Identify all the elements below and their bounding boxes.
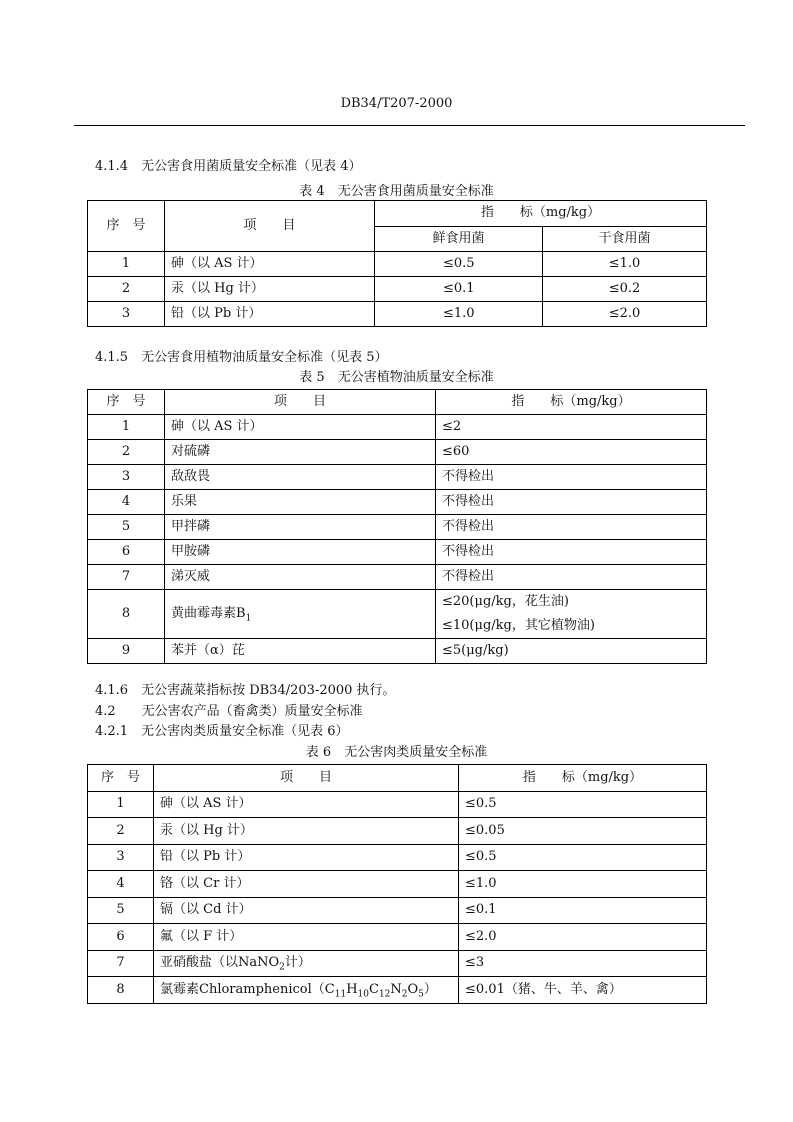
table-row (88, 252, 707, 277)
formula-element: H (346, 981, 358, 997)
row-item: 甲胺磷 (165, 540, 436, 565)
row-dry-value: ≤1.0 (543, 252, 707, 277)
col-index-header: 指 标（mg/kg） (375, 201, 707, 227)
row-no: 4 (88, 871, 154, 898)
row-value: ≤5(μg/kg) (436, 639, 707, 664)
row-no: 3 (88, 845, 154, 871)
row-value (436, 590, 707, 639)
row-value: 不得检出 (436, 465, 707, 490)
row-item: 砷（以 AS 计） (165, 252, 375, 277)
table-row (88, 302, 707, 327)
table-row (88, 540, 707, 565)
formula-element: C (368, 981, 379, 997)
row-item: 氟（以 F 计） (154, 924, 459, 951)
row-item-text-end: ） (423, 981, 437, 997)
row-value: ≤3 (459, 951, 707, 977)
row-no: 6 (88, 924, 154, 951)
table-row (88, 818, 707, 845)
table-4 (87, 200, 707, 327)
row-item: 铅（以 Pb 计） (154, 845, 459, 871)
formula-subscript: 11 (334, 989, 347, 1000)
row-no: 2 (88, 277, 165, 302)
table-row (88, 898, 707, 924)
table-row (88, 490, 707, 515)
row-dry-value: ≤0.2 (543, 277, 707, 302)
section-4-2-1-heading: 4.2.1 无公害肉类质量安全标准（见表 6） (95, 724, 349, 739)
row-item: 砷（以 AS 计） (165, 415, 436, 440)
table-4-caption: 表 4 无公害食用菌质量安全标准 (299, 184, 494, 199)
col-item-header: 项 目 (165, 201, 375, 252)
row-value: ≤60 (436, 440, 707, 465)
col-item-header: 项 目 (165, 390, 436, 415)
col-index-header: 指 标（mg/kg） (436, 390, 707, 415)
row-item: 铅（以 Pb 计） (165, 302, 375, 327)
table-row (88, 871, 707, 898)
row-item (165, 590, 436, 639)
row-item-text: 黄曲霉毒素B (171, 605, 246, 621)
row-value-line-2: ≤10(μg/kg，其它植物油) (442, 618, 595, 633)
row-fresh-value: ≤1.0 (375, 302, 543, 327)
row-value: ≤2.0 (459, 924, 707, 951)
row-item: 对硫磷 (165, 440, 436, 465)
row-item: 甲拌磷 (165, 515, 436, 540)
header-divider (74, 125, 745, 126)
formula-element: N (390, 981, 402, 997)
row-no: 7 (88, 565, 165, 590)
row-item: 镉（以 Cd 计） (154, 898, 459, 924)
document-code: DB34/T207-2000 (340, 96, 453, 111)
col-index-header: 指 标（mg/kg） (459, 765, 707, 792)
row-fresh-value: ≤0.5 (375, 252, 543, 277)
row-value: ≤1.0 (459, 871, 707, 898)
row-item: 乐果 (165, 490, 436, 515)
section-4-1-5-heading: 4.1.5 无公害食用植物油质量安全标准（见表 5） (95, 350, 388, 365)
col-no-header: 序 号 (88, 765, 154, 792)
table-row (88, 590, 707, 639)
row-item (154, 977, 459, 1004)
col-no-header: 序 号 (88, 390, 165, 415)
row-no: 2 (88, 440, 165, 465)
row-item: 铬（以 Cr 计） (154, 871, 459, 898)
row-item: 砷（以 AS 计） (154, 792, 459, 818)
row-item: 汞（以 Hg 计） (154, 818, 459, 845)
row-item (154, 951, 459, 977)
section-4-1-4-heading: 4.1.4 无公害食用菌质量安全标准（见表 4） (95, 159, 362, 174)
row-no: 6 (88, 540, 165, 565)
row-no: 8 (88, 977, 154, 1004)
row-value-line-1: ≤20(μg/kg，花生油) (442, 594, 569, 609)
row-item: 敌敌畏 (165, 465, 436, 490)
table-6 (87, 764, 707, 1004)
table-row (88, 951, 707, 977)
row-value: ≤0.5 (459, 845, 707, 871)
row-item: 汞（以 Hg 计） (165, 277, 375, 302)
formula-subscript: 10 (357, 989, 369, 1000)
row-item-text: 亚硝酸盐（以NaNO (160, 955, 280, 971)
row-no: 1 (88, 415, 165, 440)
paragraph-4-1-6: 4.1.6 无公害蔬菜指标按 DB34/203-2000 执行。 (95, 683, 396, 698)
col-no-header: 序 号 (88, 201, 165, 252)
col-dry-header: 干食用菌 (543, 227, 707, 252)
row-no: 5 (88, 515, 165, 540)
table-row (88, 565, 707, 590)
table-row (88, 792, 707, 818)
row-value: ≤0.05 (459, 818, 707, 845)
row-value: 不得检出 (436, 540, 707, 565)
col-item-header: 项 目 (154, 765, 459, 792)
row-item-text: 氯霉素Chloramphenicol（C (160, 981, 335, 997)
row-item: 涕灭威 (165, 565, 436, 590)
row-no: 7 (88, 951, 154, 977)
row-no: 8 (88, 590, 165, 639)
table-row (88, 924, 707, 951)
row-item-subscript: 1 (245, 613, 252, 624)
table-row (88, 515, 707, 540)
row-value: ≤0.1 (459, 898, 707, 924)
row-no: 9 (88, 639, 165, 664)
row-fresh-value: ≤0.1 (375, 277, 543, 302)
formula-subscript: 2 (401, 989, 408, 1000)
table-row (88, 845, 707, 871)
row-dry-value: ≤2.0 (543, 302, 707, 327)
row-no: 2 (88, 818, 154, 845)
paragraph-4-2: 4.2 无公害农产品（畜禽类）质量安全标准 (95, 704, 363, 719)
table-row (88, 977, 707, 1004)
row-no: 5 (88, 898, 154, 924)
table-row (88, 415, 707, 440)
row-item: 苯并（α）芘 (165, 639, 436, 664)
table-row (88, 639, 707, 664)
formula-subscript: 12 (378, 989, 391, 1000)
table-6-caption: 表 6 无公害肉类质量安全标准 (305, 745, 488, 760)
row-value: ≤0.01（猪、牛、羊、禽） (459, 977, 707, 1004)
row-no: 3 (88, 302, 165, 327)
table-5 (87, 389, 707, 664)
table-row (88, 440, 707, 465)
row-value: 不得检出 (436, 515, 707, 540)
table-row (88, 465, 707, 490)
table-5-caption: 表 5 无公害植物油质量安全标准 (299, 370, 494, 385)
row-item-text-end: 计） (284, 955, 311, 971)
formula-element: O (407, 981, 419, 997)
table-row (88, 277, 707, 302)
row-value: 不得检出 (436, 565, 707, 590)
row-no: 1 (88, 792, 154, 818)
col-fresh-header: 鲜食用菌 (375, 227, 543, 252)
row-item-subscript: 2 (279, 962, 285, 973)
row-no: 4 (88, 490, 165, 515)
formula-subscript: 5 (418, 989, 424, 1000)
row-value: ≤0.5 (459, 792, 707, 818)
row-no: 3 (88, 465, 165, 490)
row-value: 不得检出 (436, 490, 707, 515)
row-value: ≤2 (436, 415, 707, 440)
row-no: 1 (88, 252, 165, 277)
